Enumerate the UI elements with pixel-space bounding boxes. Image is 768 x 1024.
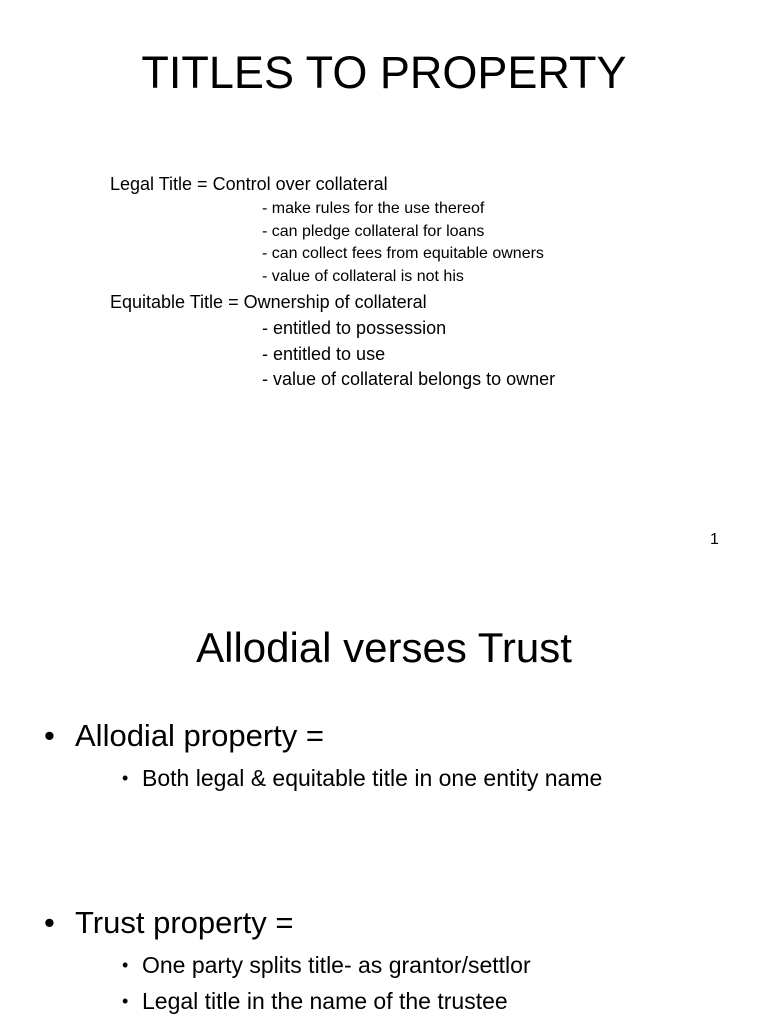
sub-bullet-label: Both legal & equitable title in one entity name bbox=[142, 765, 603, 791]
bullet-item bbox=[44, 904, 294, 942]
sub-bullet-label: One party splits title- as grantor/settlor bbox=[142, 952, 531, 978]
legal-title-item: - can pledge collateral for loans bbox=[262, 223, 485, 240]
bullet-item bbox=[44, 717, 324, 755]
slide-title: Allodial verses Trust bbox=[196, 624, 572, 671]
bullet-icon: • bbox=[44, 718, 55, 753]
legal-title-item: - can collect fees from equitable owners bbox=[262, 245, 544, 262]
sub-bullet-item bbox=[122, 951, 531, 979]
equitable-title-item: - entitled to use bbox=[262, 344, 386, 364]
bullet-icon: • bbox=[122, 768, 129, 788]
equitable-title-item: - value of collateral belongs to owner bbox=[262, 369, 556, 389]
bullet-icon: • bbox=[122, 991, 129, 1011]
bullet-label: Allodial property = bbox=[75, 718, 324, 753]
equitable-title-item: - entitled to possession bbox=[262, 318, 447, 338]
page-number: 1 bbox=[710, 531, 719, 548]
sub-bullet-label: Legal title in the name of the trustee bbox=[142, 988, 508, 1014]
bullet-icon: • bbox=[122, 955, 129, 975]
legal-title-heading: Legal Title = Control over collateral bbox=[110, 174, 388, 194]
sub-bullet-item bbox=[122, 764, 602, 792]
slide-title: TITLES TO PROPERTY bbox=[141, 47, 627, 98]
sub-bullet-item bbox=[122, 987, 508, 1015]
legal-title-item: - value of collateral is not his bbox=[262, 268, 464, 285]
bullet-label: Trust property = bbox=[75, 905, 294, 940]
legal-title-item: - make rules for the use thereof bbox=[262, 200, 485, 217]
bullet-icon: • bbox=[44, 905, 55, 940]
equitable-title-heading: Equitable Title = Ownership of collateral bbox=[110, 292, 427, 312]
